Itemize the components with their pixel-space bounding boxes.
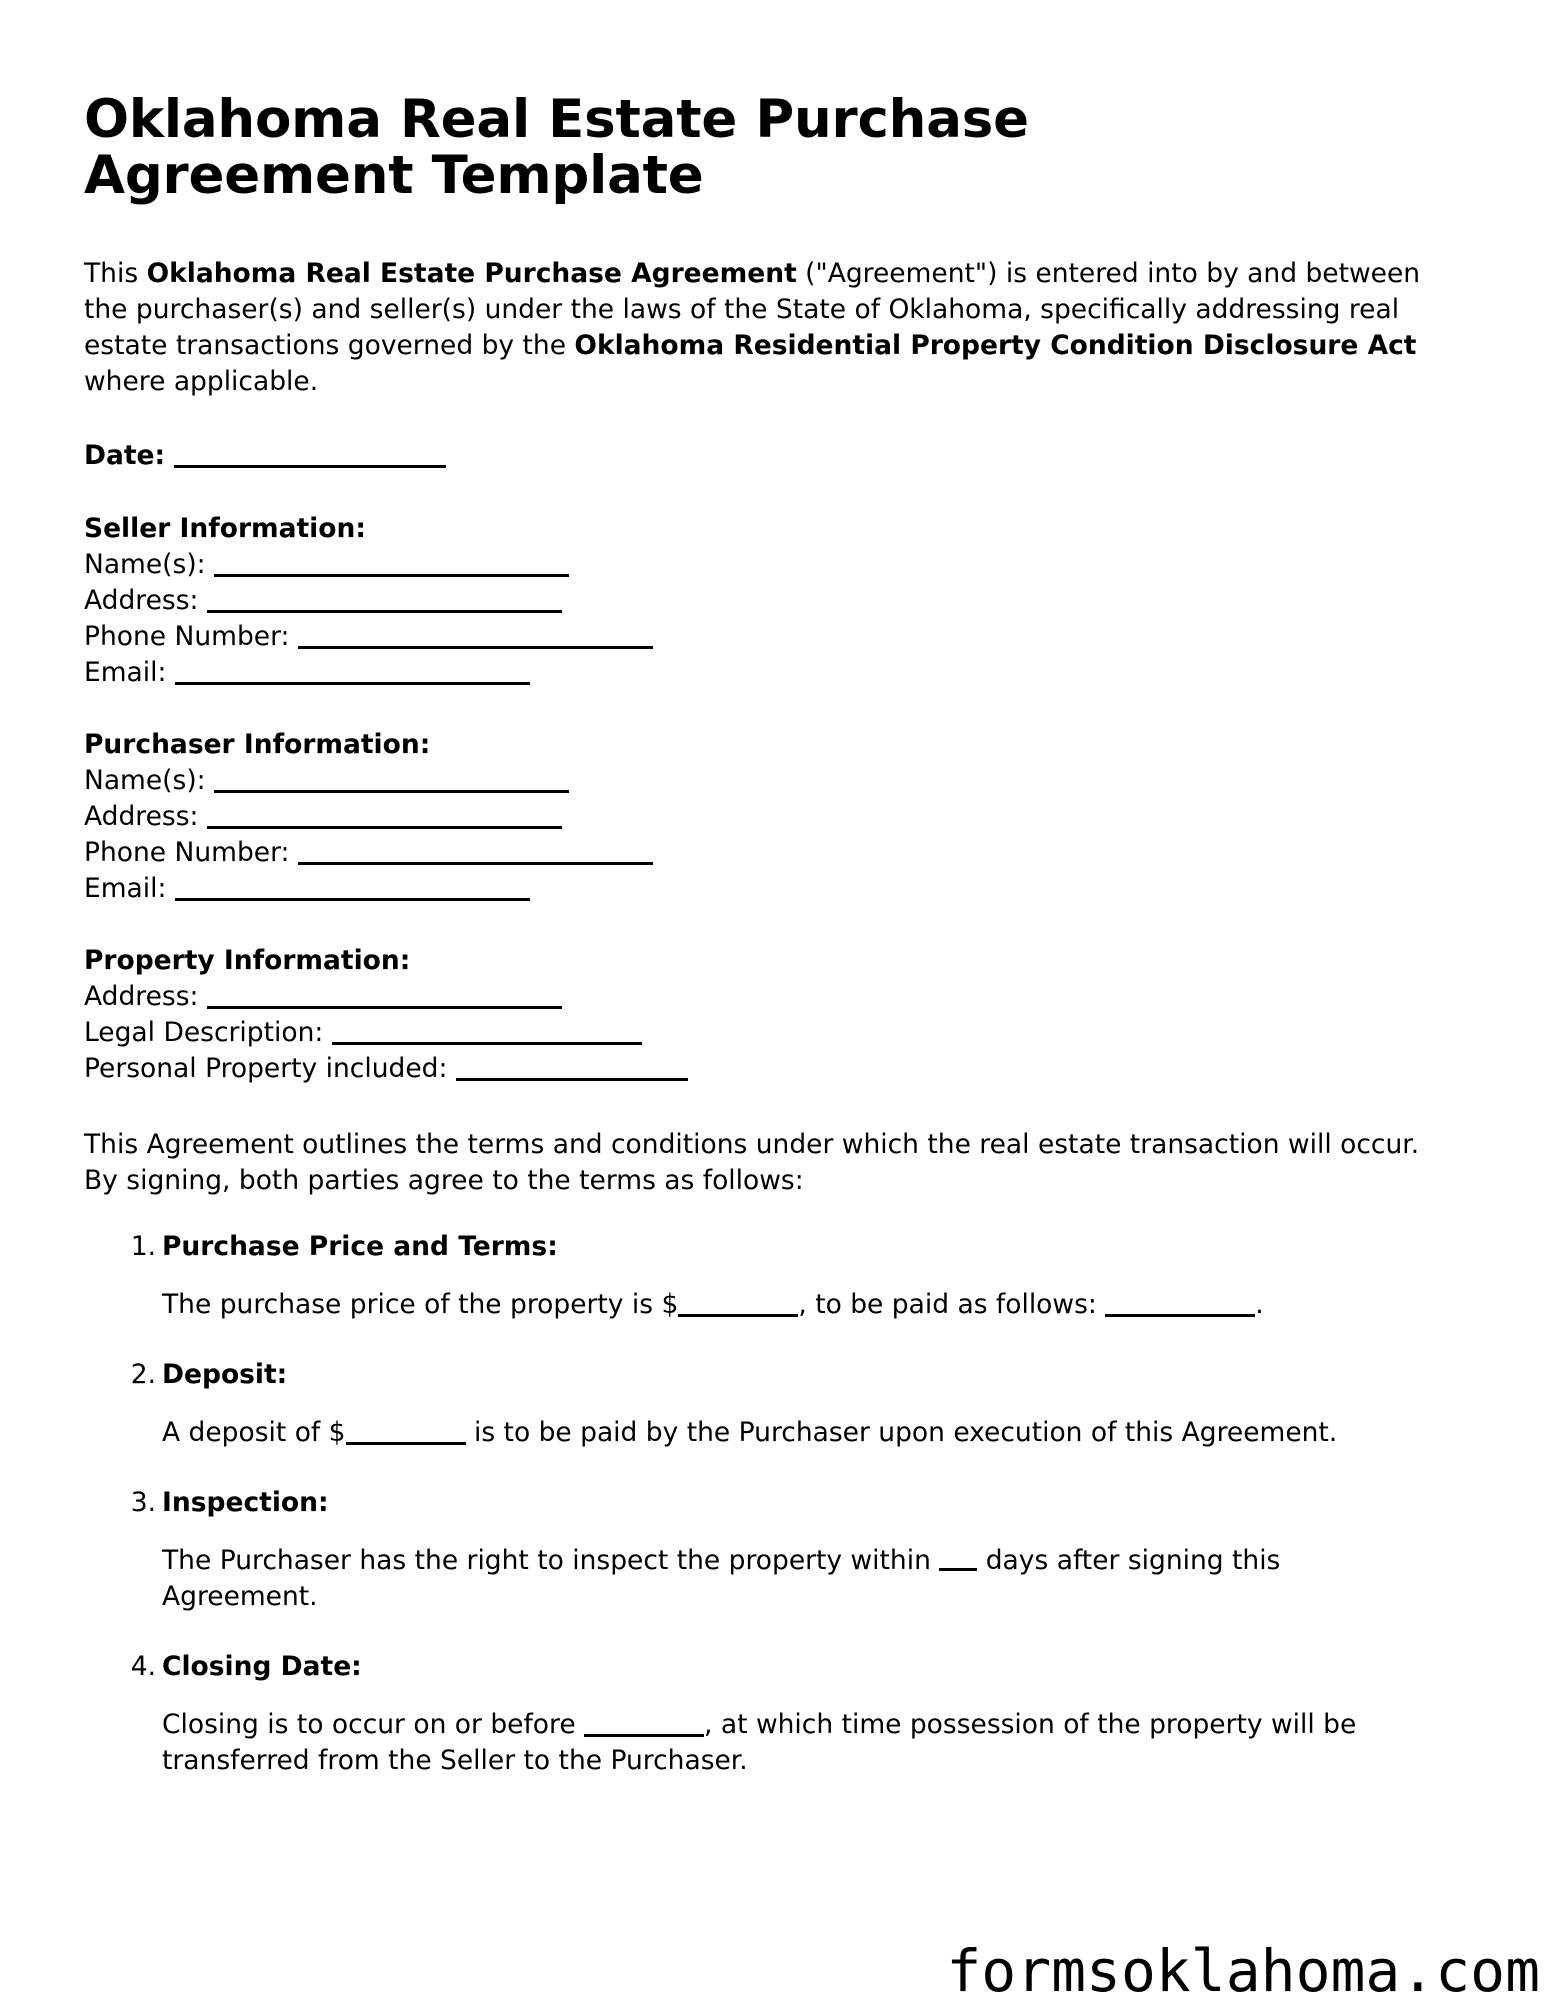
property-address-blank-line[interactable] bbox=[207, 988, 562, 1009]
seller-information-heading: Seller Information: bbox=[84, 512, 366, 544]
term-body-2 bbox=[162, 1393, 1430, 1451]
seller-phone-label: Phone Number: bbox=[84, 620, 290, 652]
property-address-row bbox=[84, 979, 1434, 1015]
intro-paragraph bbox=[84, 204, 1430, 400]
purchaser-information-heading: Purchaser Information: bbox=[84, 728, 431, 760]
term-title-3: Inspection: bbox=[162, 1487, 329, 1519]
seller-address-row bbox=[84, 583, 1434, 619]
property-personal-property-blank-line[interactable] bbox=[456, 1060, 688, 1081]
seller-address-blank-line[interactable] bbox=[207, 592, 562, 613]
term-1-text-a: The purchase price of the property is $ bbox=[162, 1289, 679, 1321]
term-3-text-a: The Purchaser has the right to inspect the property within bbox=[162, 1545, 940, 1577]
term-title-1: Purchase Price and Terms: bbox=[162, 1231, 558, 1262]
term-4-text-a: Closing is to occur on or before bbox=[162, 1709, 585, 1741]
purchaser-address-row bbox=[84, 799, 1434, 835]
document-content bbox=[84, 0, 1434, 1779]
terms-intro-paragraph: This Agreement outlines the terms and conditions under which the real estate transaction will occur. By signing, both parties agree to the terms as follows: bbox=[84, 1128, 1420, 1196]
terms-list bbox=[84, 1199, 1434, 1779]
deposit-amount-blank-line[interactable] bbox=[346, 1424, 466, 1445]
term-1-text-c: . bbox=[1255, 1289, 1264, 1321]
term-1-text-b: , to be paid as follows: bbox=[798, 1289, 1106, 1321]
payment-terms-blank-line[interactable] bbox=[1105, 1296, 1255, 1317]
seller-information-block bbox=[84, 475, 1434, 691]
closing-date-blank-line[interactable] bbox=[584, 1716, 704, 1737]
term-item-inspection bbox=[84, 1485, 1434, 1615]
date-label: Date: bbox=[84, 440, 166, 472]
seller-email-row bbox=[84, 655, 1434, 691]
property-address-label: Address: bbox=[84, 980, 199, 1012]
term-2-text-a: A deposit of $ bbox=[162, 1417, 346, 1449]
term-title-4: Closing Date: bbox=[162, 1651, 362, 1683]
purchaser-address-blank-line[interactable] bbox=[207, 808, 562, 829]
intro-bold-disclosure-act: Oklahoma Residential Property Condition Disclosure Act bbox=[574, 330, 1417, 362]
seller-name-row bbox=[84, 547, 1434, 583]
property-legal-description-row bbox=[84, 1015, 1434, 1051]
purchaser-phone-row bbox=[84, 835, 1434, 871]
intro-mid: ("Agreement") is entered into by and between the purchaser(s) and seller(s) under the laws of the State of Oklahoma, specifically addressing real estate transactions governed by the bbox=[84, 258, 1421, 362]
seller-name-blank-line[interactable] bbox=[214, 556, 569, 577]
purchaser-email-blank-line[interactable] bbox=[175, 880, 530, 901]
footer-watermark: formsoklahoma.com bbox=[946, 1937, 1540, 2005]
property-personal-property-label: Personal Property included: bbox=[84, 1052, 448, 1084]
purchaser-name-row bbox=[84, 763, 1434, 799]
term-2-text-b: is to be paid by the Purchaser upon execution of this Agreement. bbox=[465, 1417, 1338, 1449]
term-3-text-b: days after signing this Agreement. bbox=[162, 1545, 1281, 1613]
purchaser-phone-label: Phone Number: bbox=[84, 836, 290, 868]
term-body-4 bbox=[162, 1685, 1430, 1779]
seller-phone-blank-line[interactable] bbox=[298, 628, 653, 649]
term-body-1 bbox=[162, 1265, 1430, 1323]
term-item-purchase-price bbox=[84, 1229, 1434, 1323]
seller-email-blank-line[interactable] bbox=[175, 664, 530, 685]
intro-lead: This bbox=[84, 258, 147, 290]
property-personal-property-row bbox=[84, 1051, 1434, 1087]
term-number-4: 4. bbox=[130, 1651, 156, 1683]
seller-email-label: Email: bbox=[84, 656, 167, 688]
purchaser-name-blank-line[interactable] bbox=[214, 772, 569, 793]
purchaser-phone-blank-line[interactable] bbox=[298, 844, 653, 865]
purchaser-name-label: Name(s): bbox=[84, 764, 206, 796]
purchase-price-blank-line[interactable] bbox=[678, 1296, 798, 1317]
term-number-3: 3. bbox=[130, 1487, 156, 1519]
inspection-days-blank-line[interactable] bbox=[939, 1550, 977, 1571]
purchaser-information-block bbox=[84, 691, 1434, 907]
page-title: Oklahoma Real Estate Purchase Agreement Template bbox=[84, 89, 1029, 207]
term-item-closing-date bbox=[84, 1649, 1434, 1779]
term-title-2: Deposit: bbox=[162, 1359, 288, 1391]
seller-address-label: Address: bbox=[84, 584, 199, 616]
term-item-deposit bbox=[84, 1357, 1434, 1451]
property-legal-description-label: Legal Description: bbox=[84, 1016, 324, 1048]
date-blank-line[interactable] bbox=[174, 447, 446, 468]
intro-bold-agreement: Oklahoma Real Estate Purchase Agreement bbox=[146, 258, 797, 290]
term-number-2: 2. bbox=[130, 1359, 156, 1391]
property-legal-description-blank-line[interactable] bbox=[332, 1024, 642, 1045]
seller-phone-row bbox=[84, 619, 1434, 655]
purchaser-email-label: Email: bbox=[84, 872, 167, 904]
property-information-heading: Property Information: bbox=[84, 944, 411, 976]
term-body-3 bbox=[162, 1521, 1430, 1615]
purchaser-address-label: Address: bbox=[84, 800, 199, 832]
intro-tail: where applicable. bbox=[84, 366, 319, 398]
date-field-row bbox=[84, 400, 1434, 474]
purchaser-email-row bbox=[84, 871, 1434, 907]
seller-name-label: Name(s): bbox=[84, 548, 206, 580]
property-information-block bbox=[84, 907, 1434, 1087]
term-number-1: 1. bbox=[130, 1231, 156, 1262]
term-4-text-b: , at which time possession of the property will be transferred from the Seller to the Purchaser. bbox=[162, 1709, 1357, 1777]
